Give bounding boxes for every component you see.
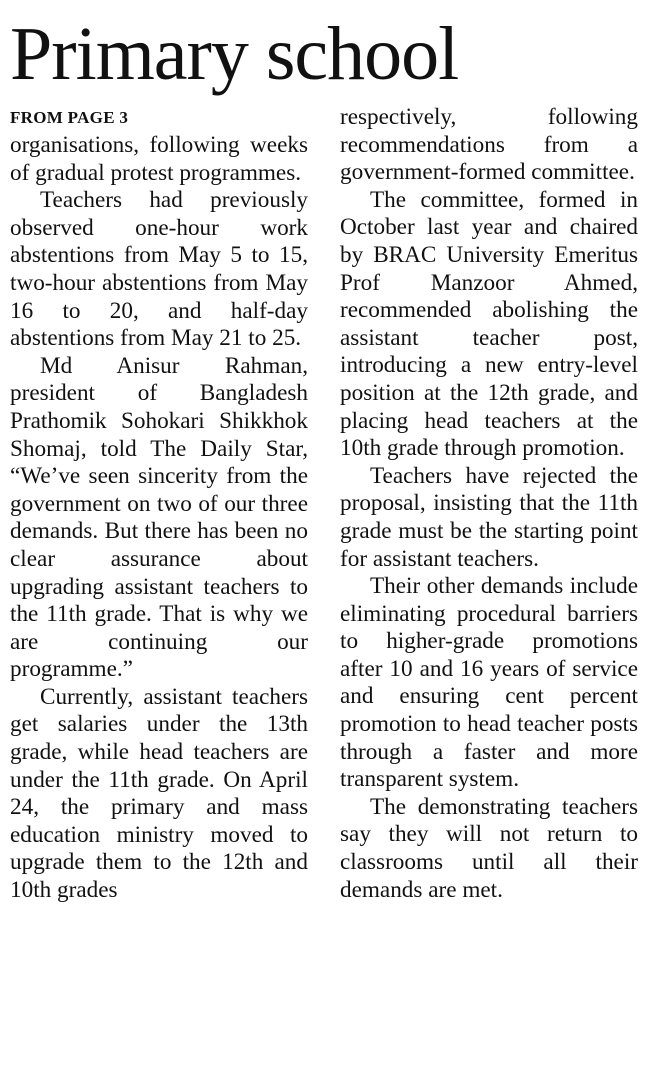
paragraph: Currently, assistant teachers get salaries under the 13th grade, while head teachers are under the 11th grade. On April 24, the primary and mass education ministry moved to upgrade them to the 12th and 10th grades: [10, 683, 308, 904]
jump-label: FROM PAGE 3: [10, 108, 129, 127]
paragraph: The committee, formed in October last year and chaired by BRAC University Emeritus Prof Manzoor Ahmed, recommended abolishing the assistant teacher post, introducing a new entry-level position at the 12th grade, and placing head teachers at the 10th grade through promotion.: [340, 186, 638, 462]
paragraph: respectively, following recommendations from a government-formed committee.: [340, 104, 638, 186]
paragraph: The demonstrating teachers say they will not return to classrooms until all their demands are met.: [340, 793, 638, 903]
paragraph: organisations, following weeks of gradual protest programmes.: [10, 132, 308, 186]
paragraph: Md Anisur Rahman, president of Bangladesh Prathomik Sohokari Shikkhok Shomaj, told The Daily Star, “We’ve seen sincerity from the government on two of our three demands. But there has been no clear assurance about upgrading assistant teachers to the 11th grade. That is why we are continuing our programme.”: [10, 352, 308, 683]
paragraph: Teachers had previously observed one-hour work abstentions from May 5 to 15, two-hour abstentions from May 16 to 20, and half-day abstentions from May 21 to 25.: [10, 187, 308, 352]
paragraph: Teachers have rejected the proposal, insisting that the 11th grade must be the starting point for assistant teachers.: [340, 462, 638, 572]
headline: Primary school: [10, 12, 459, 96]
article-column-right: [340, 104, 638, 904]
article-column-left: [10, 104, 308, 905]
paragraph: Their other demands include eliminating procedural barriers to higher-grade promotions after 10 and 16 years of service and ensuring cent percent promotion to head teacher posts through a faster and more transparent system.: [340, 573, 638, 793]
